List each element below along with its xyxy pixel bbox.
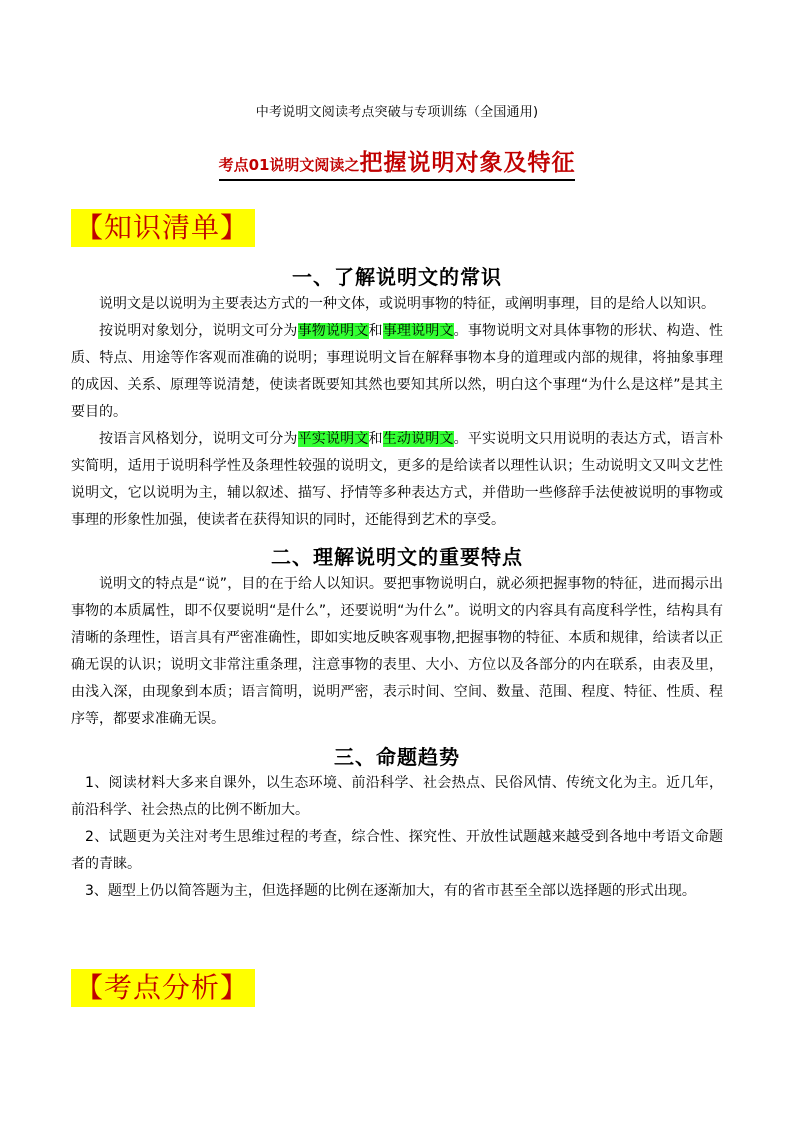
- section2-heading: 二、理解说明文的重要特点: [271, 545, 523, 569]
- section1-p3-and: 和: [368, 431, 383, 447]
- trend-item-1: 1、阅读材料大多来自课外，以生态环境、前沿科学、社会热点、民俗风情、传统文化为主。近几年，前沿科学、社会热点的比例不断加大。: [71, 775, 723, 818]
- section1-p2-text-b: 。事物说明文对具体事物的形状、构造、性质、特点、用途等作客观而准确的说明；事理说明文旨在解释事物本身的道理或内部的规律，将抽象事理的成因、关系、原理等说清楚，使读者既要知其然也要知其所以然，明白这个事理“为什么是这样”是其主要目的。: [71, 323, 724, 420]
- highlight-vivid-expository: 生动说明文: [382, 431, 454, 447]
- highlight-plain-expository: 平实说明文: [297, 431, 369, 447]
- section2-paragraph-1: 说明文的特点是“说”，目的在于给人以知识。要把事物说明白，就必须把握事物的特征，进而揭示出事物的本质属性，即不仅要说明“是什么”，还要说明“为什么”。说明文的内容具有高度科学性，结构具有清晰的条理性，语言具有严密准确性，即如实地反映客观事物,把握事物的特征、本质和规律，给读者以正确无误的认识；说明文非常注重条理，注意事物的表里、大小、方位以及各部分的内在联系，由表及里，由浅入深，由现象到本质；语言简明，说明严密，表示时间、空间、数量、范围、程度、特征、性质、程序等，都要求准确无误。: [71, 576, 723, 727]
- doc-title: [0, 144, 794, 181]
- section1-p3-text-a: 按语言风格划分，说明文可分为: [99, 431, 298, 447]
- banner-knowledge: 【知识清单】: [71, 209, 255, 247]
- highlight-reason-expository: 事理说明文: [382, 323, 454, 339]
- section1-p2-text-a: 按说明对象划分，说明文可分为: [99, 323, 298, 339]
- doc-title-main: 把握说明对象及特征: [359, 149, 576, 176]
- doc-title-underline: [219, 144, 576, 181]
- section1-paragraph-1: 说明文是以说明为主要表达方式的一种文体，或说明事物的特征，或阐明事理，目的是给人以知识。: [99, 296, 715, 312]
- section1-p3-text-b: 。平实说明文只用说明的表达方式，语言朴实简明，适用于说明科学性及条理性较强的说明文，更多的是给读者以理性认识；生动说明文又叫文艺性说明文，它以说明为主，辅以叙述、描写、抒情等多种表达方式，并借助一些修辞手法使被说明的事物或事理的形象性加强，使读者在获得知识的同时，还能得到艺术的享受。: [71, 431, 724, 528]
- banner-analysis: 【考点分析】: [71, 969, 255, 1007]
- trend-item-2: 2、试题更为关注对考生思维过程的考查，综合性、探究性、开放性试题越来越受到各地中考语文命题者的青睐。: [71, 829, 723, 872]
- highlight-thing-expository: 事物说明文: [297, 323, 369, 339]
- section1-p2-and: 和: [368, 323, 383, 339]
- section1-paragraph-2: [71, 318, 723, 426]
- trend-item-3: 3、题型上仍以简答题为主，但选择题的比例在逐渐加大，有的省市甚至全部以选择题的形式出现。: [85, 883, 696, 899]
- doc-title-prefix: 考点01说明文阅读之: [218, 156, 360, 174]
- section1-paragraph-3: [71, 426, 723, 534]
- section3-heading: 三、命题趋势: [334, 745, 460, 769]
- section1-heading: 一、了解说明文的常识: [292, 265, 502, 289]
- doc-subtitle: 中考说明文阅读考点突破与专项训练（全国通用): [255, 105, 539, 120]
